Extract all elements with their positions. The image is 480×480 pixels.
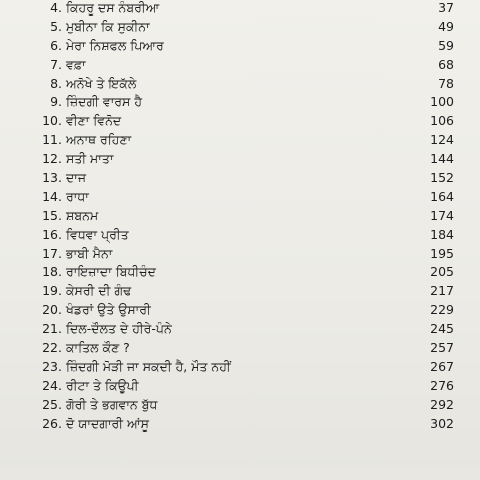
entry-page-number: 217: [430, 283, 454, 299]
entry-page-number: 78: [438, 75, 454, 91]
entry-title: ਵਫ਼ਾ: [66, 56, 86, 72]
entry-title: ਕਾਤਿਲ ਕੌਣ ?: [66, 340, 130, 356]
entry-number: 4.: [50, 0, 62, 15]
entry-title: ਭਾਬੀ ਮੈਨਾ: [66, 245, 113, 261]
entry-number: 15.: [42, 207, 62, 223]
entry-page-number: 37: [438, 0, 454, 15]
toc-entry: [0, 263, 480, 282]
toc-entry: [0, 0, 480, 18]
toc-entry: [0, 358, 480, 377]
entry-number: 24.: [42, 377, 62, 393]
entry-number: 6.: [50, 37, 62, 53]
toc-entry: [0, 320, 480, 339]
page-bottom-margin: [0, 468, 480, 480]
entry-title: ਵੀਣਾ ਵਿਨੋਦ: [66, 113, 122, 129]
entry-number: 10.: [42, 113, 62, 129]
entry-page-number: 257: [430, 340, 454, 356]
toc-entry: [0, 377, 480, 396]
entry-number: 12.: [42, 151, 62, 167]
toc-entry: [0, 282, 480, 301]
entry-number: 20.: [42, 302, 62, 318]
toc-entry: [0, 396, 480, 415]
entry-page-number: 164: [430, 188, 454, 204]
entry-title: ਅਨਾਥ ਰਹਿਣਾ: [66, 132, 132, 148]
entry-title: ਜ਼ਿੰਦਗੀ ਮੋੜੀ ਜਾ ਸਕਦੀ ਹੈ, ਮੌਤ ਨਹੀਂ: [66, 358, 231, 374]
entry-number: 21.: [42, 321, 62, 337]
entry-page-number: 106: [430, 113, 454, 129]
entry-title: ਕਿਹਰੂ ਦਸ ਨੰਬਰੀਆ: [66, 0, 160, 15]
entry-page-number: 100: [430, 94, 454, 110]
entry-page-number: 144: [430, 151, 454, 167]
toc-entry: [0, 75, 480, 94]
entry-page-number: 184: [430, 226, 454, 242]
entry-title: ਅਨੋਖੇ ਤੇ ਇਕੱਲੇ: [66, 75, 137, 91]
entry-number: 17.: [42, 245, 62, 261]
toc-entry: [0, 226, 480, 245]
entry-number: 25.: [42, 396, 62, 412]
entry-number: 19.: [42, 283, 62, 299]
entry-title: ਰਾਇਜ਼ਾਦਾ ਬਿਧੀਚੰਦ: [66, 264, 156, 280]
toc-entry: [0, 112, 480, 131]
toc-entry: [0, 415, 480, 434]
toc-entry: [0, 188, 480, 207]
toc-entry: [0, 301, 480, 320]
entry-page-number: 174: [430, 207, 454, 223]
entry-number: 8.: [50, 75, 62, 91]
entry-page-number: 68: [438, 56, 454, 72]
entry-number: 23.: [42, 358, 62, 374]
entry-page-number: 124: [430, 132, 454, 148]
entry-page-number: 49: [438, 18, 454, 34]
toc-entry: [0, 169, 480, 188]
entry-page-number: 302: [430, 415, 454, 431]
toc-entry: [0, 18, 480, 37]
entry-number: 7.: [50, 56, 62, 72]
toc-entry: [0, 339, 480, 358]
entry-number: 14.: [42, 188, 62, 204]
entry-title: ਦੋ ਯਾਦਗਾਰੀ ਆਂਸੂ: [66, 415, 149, 431]
entry-title: ਰਾਧਾ: [66, 188, 89, 204]
entry-page-number: 205: [430, 264, 454, 280]
toc-entry: [0, 93, 480, 112]
toc-entry: [0, 131, 480, 150]
entry-page-number: 276: [430, 377, 454, 393]
entry-title: ਮੇਰਾ ਨਿਸ਼ਫਲ ਪਿਆਰ: [66, 37, 164, 53]
entry-title: ਕੇਸਰੀ ਦੀ ਗੰਢ: [66, 283, 132, 299]
entry-page-number: 195: [430, 245, 454, 261]
entry-title: ਦਾਜ: [66, 170, 87, 186]
toc-entry: [0, 37, 480, 56]
entry-page-number: 267: [430, 358, 454, 374]
entry-page-number: 152: [430, 170, 454, 186]
entry-title: ਰੀਟਾ ਤੇ ਕਿਊਪੀ: [66, 377, 139, 393]
entry-title: ਸ਼ਬਨਮ: [66, 207, 99, 223]
entry-page-number: 292: [430, 396, 454, 412]
entry-title: ਦਿਲ-ਦੌਲਤ ਦੇ ਹੀਰੇ-ਪੰਨੇ: [66, 321, 172, 337]
entry-page-number: 245: [430, 321, 454, 337]
toc-entry: [0, 56, 480, 75]
entry-title: ਵਿਧਵਾ ਪ੍ਰੀਤ: [66, 226, 129, 242]
entry-title: ਖੰਡਰਾਂ ਉਤੇ ਉਸਾਰੀ: [66, 302, 151, 318]
entry-title: ਜ਼ਿੰਦਗੀ ਵਾਰਸ ਹੈ: [66, 94, 143, 110]
entry-number: 9.: [50, 94, 62, 110]
entry-page-number: 59: [438, 37, 454, 53]
entry-number: 18.: [42, 264, 62, 280]
entry-number: 11.: [42, 132, 62, 148]
entry-page-number: 229: [430, 302, 454, 318]
entry-number: 13.: [42, 170, 62, 186]
entry-title: ਮੁਬੀਨਾ ਕਿ ਸੁਕੀਨਾ: [66, 18, 150, 34]
entry-title: ਸਤੀ ਮਾਤਾ: [66, 151, 114, 167]
toc-entry: [0, 150, 480, 169]
entry-title: ਗੋਰੀ ਤੇ ਭਗਵਾਨ ਬੁੱਧ: [66, 396, 158, 412]
entry-number: 5.: [50, 18, 62, 34]
entry-number: 16.: [42, 226, 62, 242]
entry-number: 22.: [42, 340, 62, 356]
toc-entry: [0, 207, 480, 226]
toc-entry: [0, 245, 480, 264]
entry-number: 26.: [42, 415, 62, 431]
